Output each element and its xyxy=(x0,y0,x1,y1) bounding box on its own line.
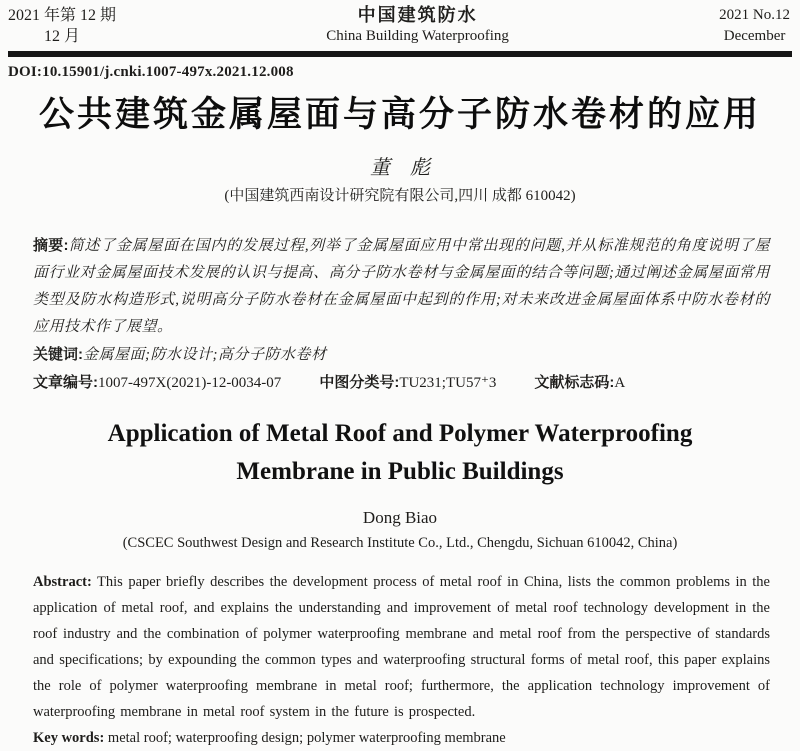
issue-label-en: 2021 No.12 xyxy=(719,7,790,23)
author-name-cn: 董 彪 xyxy=(370,157,430,179)
journal-name-cn: 中国建筑防水 xyxy=(357,5,478,25)
abstract-paragraph-en xyxy=(33,569,770,725)
article-title-cn: 公共建筑金属屋面与高分子防水卷材的应用 xyxy=(38,95,761,134)
keywords-row-en xyxy=(33,725,770,751)
month-label-cn: 12 月 xyxy=(44,28,81,45)
author-affiliation-en: (CSCEC Southwest Design and Research Institute Co., Ltd., Chengdu, Sichuan 610042, China) xyxy=(122,535,678,551)
journal-running-head xyxy=(0,0,800,49)
keywords-label-en: Key words: xyxy=(33,730,105,746)
article-title-en-line1: Application of Metal Roof and Polymer Waterproofing xyxy=(107,420,693,447)
abstract-label-en: Abstract: xyxy=(33,574,92,590)
article-id-row xyxy=(33,369,770,397)
abstract-block-en xyxy=(33,569,770,751)
article-number-value: 1007-497X(2021)-12-0034-07 xyxy=(98,375,282,391)
issue-label-cn: 2021 年第 12 期 xyxy=(8,7,117,24)
abstract-block-cn xyxy=(33,232,770,397)
document-code-value: A xyxy=(614,375,626,391)
keywords-text-en: metal roof; waterproofing design; polymer waterproofing membrane xyxy=(107,730,506,746)
document-code-label: 文献标志码: xyxy=(534,374,615,391)
document-code-group xyxy=(534,369,625,397)
doi-line: DOI:10.15901/j.cnki.1007-497x.2021.12.008 xyxy=(8,64,294,80)
abstract-text-en: This paper briefly describes the development process of metal roof in China, lists the common problems in the application of metal roof, and explains the understanding and improvement of metal roof technology development in the roof industry and the combination of polymer waterproofing membrane and metal roof from the perspective of standards and specifications; by expounding the common types and waterproofing structural forms of metal roof, this paper explains the role of polymer waterproofing membrane in metal roof; furthermore, the application technology improvement of waterproofing membrane in metal roof system in the future is prospected. xyxy=(33,574,770,720)
author-name-en: Dong Biao xyxy=(362,508,438,527)
keywords-text-cn: 金属屋面;防水设计;高分子防水卷材 xyxy=(83,347,327,363)
journal-name-en: China Building Waterproofing xyxy=(326,28,509,44)
article-number-label: 文章编号: xyxy=(33,374,98,391)
clc-group xyxy=(319,369,496,397)
journal-name-block xyxy=(326,5,509,47)
abstract-text-cn: 简述了金属屋面在国内的发展过程,列举了金属屋面应用中常出现的问题,并从标准规范的角度说明了屋面行业对金属屋面技术发展的认识与提高、高分子防水卷材与金属屋面的结合等问题;通过阐述金属屋面常用类型及防水构造形式,说明高分子防水卷材在金属屋面中起到的作用;对未来改进金属屋面体系中防水卷材的应用技术作了展望。 xyxy=(33,238,770,335)
clc-label: 中图分类号: xyxy=(319,374,400,391)
keywords-row-cn xyxy=(33,341,770,369)
header-issue-block-cn xyxy=(8,5,116,47)
article-title-en xyxy=(0,415,800,491)
abstract-label-cn: 摘要: xyxy=(33,237,69,254)
author-affiliation-cn: (中国建筑西南设计研究院有限公司,四川 成都 610042) xyxy=(224,188,576,204)
clc-value: TU231;TU57⁺3 xyxy=(399,375,497,391)
article-title-en-line2: Membrane in Public Buildings xyxy=(236,458,564,485)
month-label-en: December xyxy=(723,28,786,44)
article-number-group xyxy=(33,369,281,397)
abstract-paragraph-cn xyxy=(33,232,770,341)
header-issue-block-en xyxy=(719,5,790,47)
keywords-label-cn: 关键词: xyxy=(33,346,83,363)
header-divider-rule xyxy=(8,51,792,57)
